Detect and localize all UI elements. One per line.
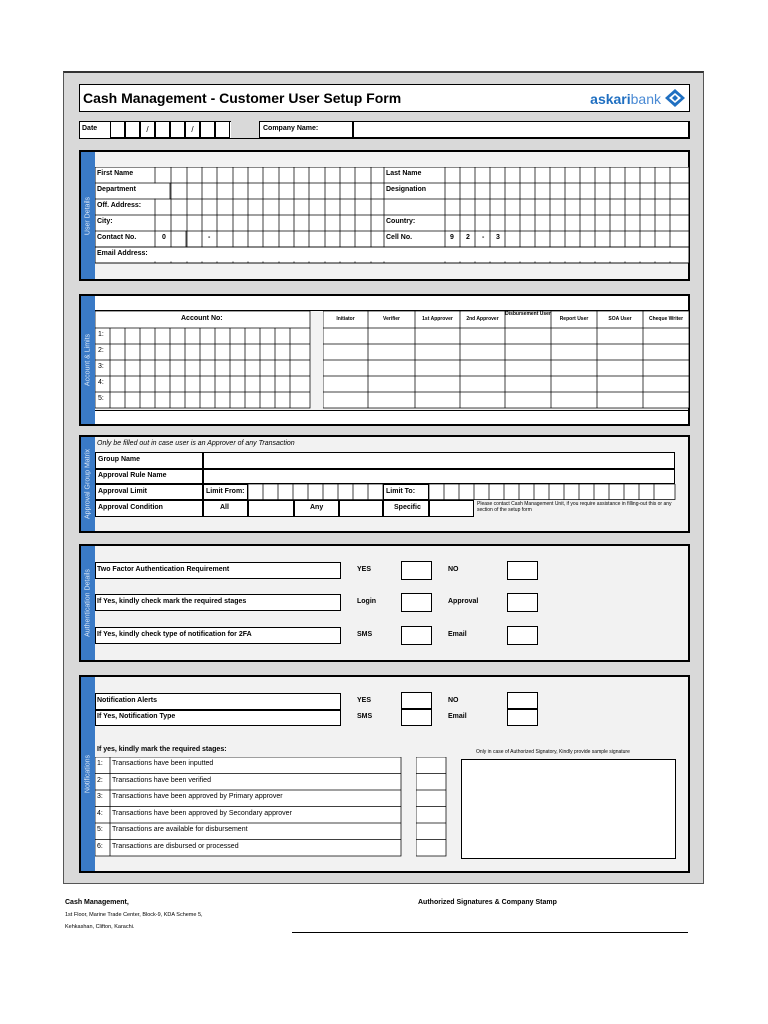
role-initiator: Initiator bbox=[336, 316, 355, 322]
roles-grid bbox=[323, 311, 690, 409]
two-factor-yes-label: YES bbox=[357, 566, 372, 573]
alerts-yes-checkbox[interactable] bbox=[401, 692, 432, 709]
notif-email-label: Email bbox=[448, 713, 467, 720]
account-row-label-4: 4: bbox=[98, 379, 104, 386]
alerts-no-label: NO bbox=[448, 697, 459, 704]
login-checkbox[interactable] bbox=[401, 593, 432, 612]
notif-sms-label: SMS bbox=[357, 713, 373, 720]
email-2fa-checkbox[interactable] bbox=[507, 626, 538, 645]
account-row-label-3: 3: bbox=[98, 363, 104, 370]
account-row-label-1: 1: bbox=[98, 331, 104, 338]
date-day-2[interactable] bbox=[125, 121, 140, 138]
sidebar-label: Notifications bbox=[84, 754, 92, 794]
country-label: Country: bbox=[386, 218, 416, 225]
stages-title: If yes, kindly mark the required stages: bbox=[97, 746, 227, 753]
email-2fa-label: Email bbox=[448, 631, 467, 638]
approval-stage-checkbox[interactable] bbox=[507, 593, 538, 612]
department-label: Department bbox=[97, 186, 136, 193]
account-number-grid bbox=[95, 311, 311, 409]
accounts-top-strip bbox=[95, 296, 688, 311]
signature-caption: Authorized Signatures & Company Stamp bbox=[418, 899, 557, 906]
notification-type-question: If Yes, kindly check type of notification for 2FA bbox=[97, 631, 252, 638]
stage-text-3: Transactions have been approved by Primary approver bbox=[112, 793, 283, 800]
approval-stage-label: Approval bbox=[448, 598, 479, 605]
date-row bbox=[79, 121, 690, 139]
group-name-field[interactable] bbox=[203, 452, 675, 469]
date-gap bbox=[231, 120, 259, 138]
footer-address-2: Kehkashan, Clifton, Karachi. bbox=[65, 924, 135, 930]
footer-org: Cash Management, bbox=[65, 899, 129, 906]
cell-dash: - bbox=[482, 234, 485, 241]
notifications-panel bbox=[79, 675, 690, 873]
approver-note: Only be filled out in case user is an Approver of any Transaction bbox=[97, 440, 295, 447]
stage-num-1: 1: bbox=[97, 760, 103, 767]
cell-no-label: Cell No. bbox=[386, 234, 413, 241]
notif-sms-checkbox[interactable] bbox=[401, 709, 432, 726]
cell-digit-9: 9 bbox=[450, 234, 454, 241]
form-sheet bbox=[63, 71, 704, 884]
stage-text-1: Transactions have been inputted bbox=[112, 760, 214, 767]
limit-to-boxes[interactable] bbox=[429, 484, 676, 500]
stage-text-5: Transactions are available for disbursement bbox=[112, 826, 248, 833]
notification-type-label: If Yes, Notification Type bbox=[97, 713, 176, 720]
limit-from-label: Limit From: bbox=[206, 488, 245, 495]
account-row-label-5: 5: bbox=[98, 395, 104, 402]
brand-name-bold: askari bbox=[590, 91, 631, 107]
date-year-2[interactable] bbox=[215, 121, 230, 138]
sidebar-label: Account & Limits bbox=[84, 333, 92, 387]
date-sep-2 bbox=[185, 121, 200, 138]
role-disbursement-user: Disbursement User bbox=[505, 311, 551, 317]
sidebar-label: Approval Group Matrix bbox=[84, 448, 92, 520]
stage-num-3: 3: bbox=[97, 793, 103, 800]
cell-digit-3: 3 bbox=[496, 234, 500, 241]
option-all-cell bbox=[203, 500, 248, 517]
role-2nd-approver: 2nd Approver bbox=[466, 316, 499, 322]
notification-alerts-label: Notification Alerts bbox=[97, 697, 158, 704]
account-no-header: Account No: bbox=[181, 315, 223, 322]
company-name-field[interactable] bbox=[353, 121, 689, 138]
notification-type-question-cell bbox=[95, 627, 341, 644]
signature-box[interactable] bbox=[461, 759, 676, 859]
date-sep-1 bbox=[140, 121, 155, 138]
two-factor-no-checkbox[interactable] bbox=[507, 561, 538, 580]
rule-name-label-cell bbox=[95, 469, 203, 484]
cell-digit-2: 2 bbox=[466, 234, 470, 241]
email-label: Email Address: bbox=[97, 250, 148, 257]
page-title: Cash Management - Customer User Setup Form bbox=[83, 90, 402, 106]
brand-name-light: bank bbox=[630, 91, 661, 107]
stage-num-5: 5: bbox=[97, 826, 103, 833]
contact-dash: - bbox=[208, 234, 211, 241]
stage-text-4: Transactions have been approved by Secondary approver bbox=[112, 810, 292, 817]
two-factor-no-label: NO bbox=[448, 566, 459, 573]
askari-logo-icon bbox=[664, 88, 686, 108]
approval-panel bbox=[79, 435, 690, 533]
option-all-label: All bbox=[220, 504, 229, 511]
option-specific-cell bbox=[383, 500, 429, 517]
accounts-panel bbox=[79, 294, 690, 426]
date-month-1[interactable] bbox=[155, 121, 170, 138]
brand-logo bbox=[590, 91, 661, 107]
approval-condition-label-cell bbox=[95, 500, 203, 517]
date-day-1[interactable] bbox=[110, 121, 125, 138]
sms-2fa-checkbox[interactable] bbox=[401, 626, 432, 645]
notification-type-cell bbox=[95, 710, 341, 726]
approval-limit-label: Approval Limit bbox=[98, 488, 148, 495]
limit-to-label-cell bbox=[383, 484, 429, 500]
company-name-label: Company Name: bbox=[263, 125, 319, 132]
contact-no-label: Contact No. bbox=[97, 234, 137, 241]
approval-limit-label-cell bbox=[95, 484, 203, 500]
rule-name-label: Approval Rule Name bbox=[98, 472, 167, 479]
city-label: City: bbox=[97, 218, 113, 225]
date-separator: / bbox=[146, 125, 149, 134]
notification-alerts-cell bbox=[95, 693, 341, 710]
option-any-box[interactable] bbox=[339, 500, 383, 517]
two-factor-question-cell bbox=[95, 562, 341, 579]
designation-label: Designation bbox=[386, 186, 427, 193]
first-name-label: First Name bbox=[97, 170, 134, 177]
alerts-no-checkbox[interactable] bbox=[507, 692, 538, 709]
accounts-sidebar bbox=[81, 296, 95, 424]
stage-num-4: 4: bbox=[97, 810, 103, 817]
group-name-label-cell bbox=[95, 452, 203, 469]
option-any-label: Any bbox=[310, 504, 324, 511]
option-any-cell bbox=[294, 500, 339, 517]
option-specific-label: Specific bbox=[394, 504, 421, 511]
account-row-label-2: 2: bbox=[98, 347, 104, 354]
stages-question: If Yes, kindly check mark the required stages bbox=[97, 598, 247, 605]
two-factor-question: Two Factor Authentication Requirement bbox=[97, 566, 230, 573]
approval-sidebar bbox=[81, 437, 95, 531]
notif-email-checkbox[interactable] bbox=[507, 709, 538, 726]
limit-to-label: Limit To: bbox=[386, 488, 416, 495]
role-cheque-writer: Cheque Writer bbox=[648, 316, 684, 322]
date-separator: / bbox=[191, 125, 194, 134]
stage-text-6: Transactions are disbursed or processed bbox=[112, 843, 239, 850]
last-name-label: Last Name bbox=[386, 170, 422, 177]
stage-text-2: Transactions have been verified bbox=[112, 777, 211, 784]
group-name-label: Group Name bbox=[98, 456, 141, 463]
stages-question-cell bbox=[95, 594, 341, 611]
two-factor-yes-checkbox[interactable] bbox=[401, 561, 432, 580]
role-report-user: Report User bbox=[559, 316, 589, 322]
user-details-panel bbox=[79, 150, 690, 281]
sidebar-label: Authentication Details bbox=[84, 569, 92, 637]
limit-from-label-cell bbox=[203, 484, 248, 500]
date-label: Date bbox=[82, 125, 98, 132]
approval-condition-label: Approval Condition bbox=[98, 504, 163, 511]
user-details-sidebar bbox=[81, 152, 95, 279]
date-month-2[interactable] bbox=[170, 121, 185, 138]
signature-line bbox=[292, 932, 688, 933]
login-label: Login bbox=[357, 598, 377, 605]
limit-from-boxes[interactable] bbox=[248, 484, 384, 500]
option-all-box[interactable] bbox=[248, 500, 294, 517]
role-1st-approver: 1st Approver bbox=[422, 316, 453, 322]
stage-num-2: 2: bbox=[97, 777, 103, 784]
sms-2fa-label: SMS bbox=[357, 631, 373, 638]
sidebar-label: User Details bbox=[84, 196, 92, 235]
accounts-bottom-strip bbox=[95, 410, 688, 424]
rule-name-field[interactable] bbox=[203, 469, 675, 484]
stages-checkbox-column[interactable] bbox=[416, 757, 447, 857]
stages-list-grid bbox=[95, 757, 402, 857]
alerts-yes-label: YES bbox=[357, 697, 372, 704]
authentication-sidebar bbox=[81, 546, 95, 660]
contact-prefix: 0 bbox=[162, 234, 166, 241]
company-label-cell bbox=[259, 121, 353, 138]
authentication-panel bbox=[79, 544, 690, 662]
title-bar bbox=[79, 84, 690, 112]
role-soa-user: SOA User bbox=[608, 316, 632, 322]
assistance-note: Please contact Cash Management Unit, if you require assistance in filling-out this or any section of the setup form bbox=[477, 501, 672, 513]
option-specific-box[interactable] bbox=[429, 500, 474, 517]
date-year-1[interactable] bbox=[200, 121, 215, 138]
off-address-label: Off. Address: bbox=[97, 202, 142, 209]
notifications-sidebar bbox=[81, 677, 95, 871]
signature-note: Only in case of Authorized Signatory, Kindly provide sample signature bbox=[476, 749, 630, 755]
user-details-grid bbox=[95, 167, 689, 267]
footer-address-1: 1st Floor, Marine Trade Center, Block-9, KDA Scheme 5, bbox=[65, 912, 203, 918]
role-verifier: Verifier bbox=[383, 316, 400, 322]
stage-num-6: 6: bbox=[97, 843, 103, 850]
